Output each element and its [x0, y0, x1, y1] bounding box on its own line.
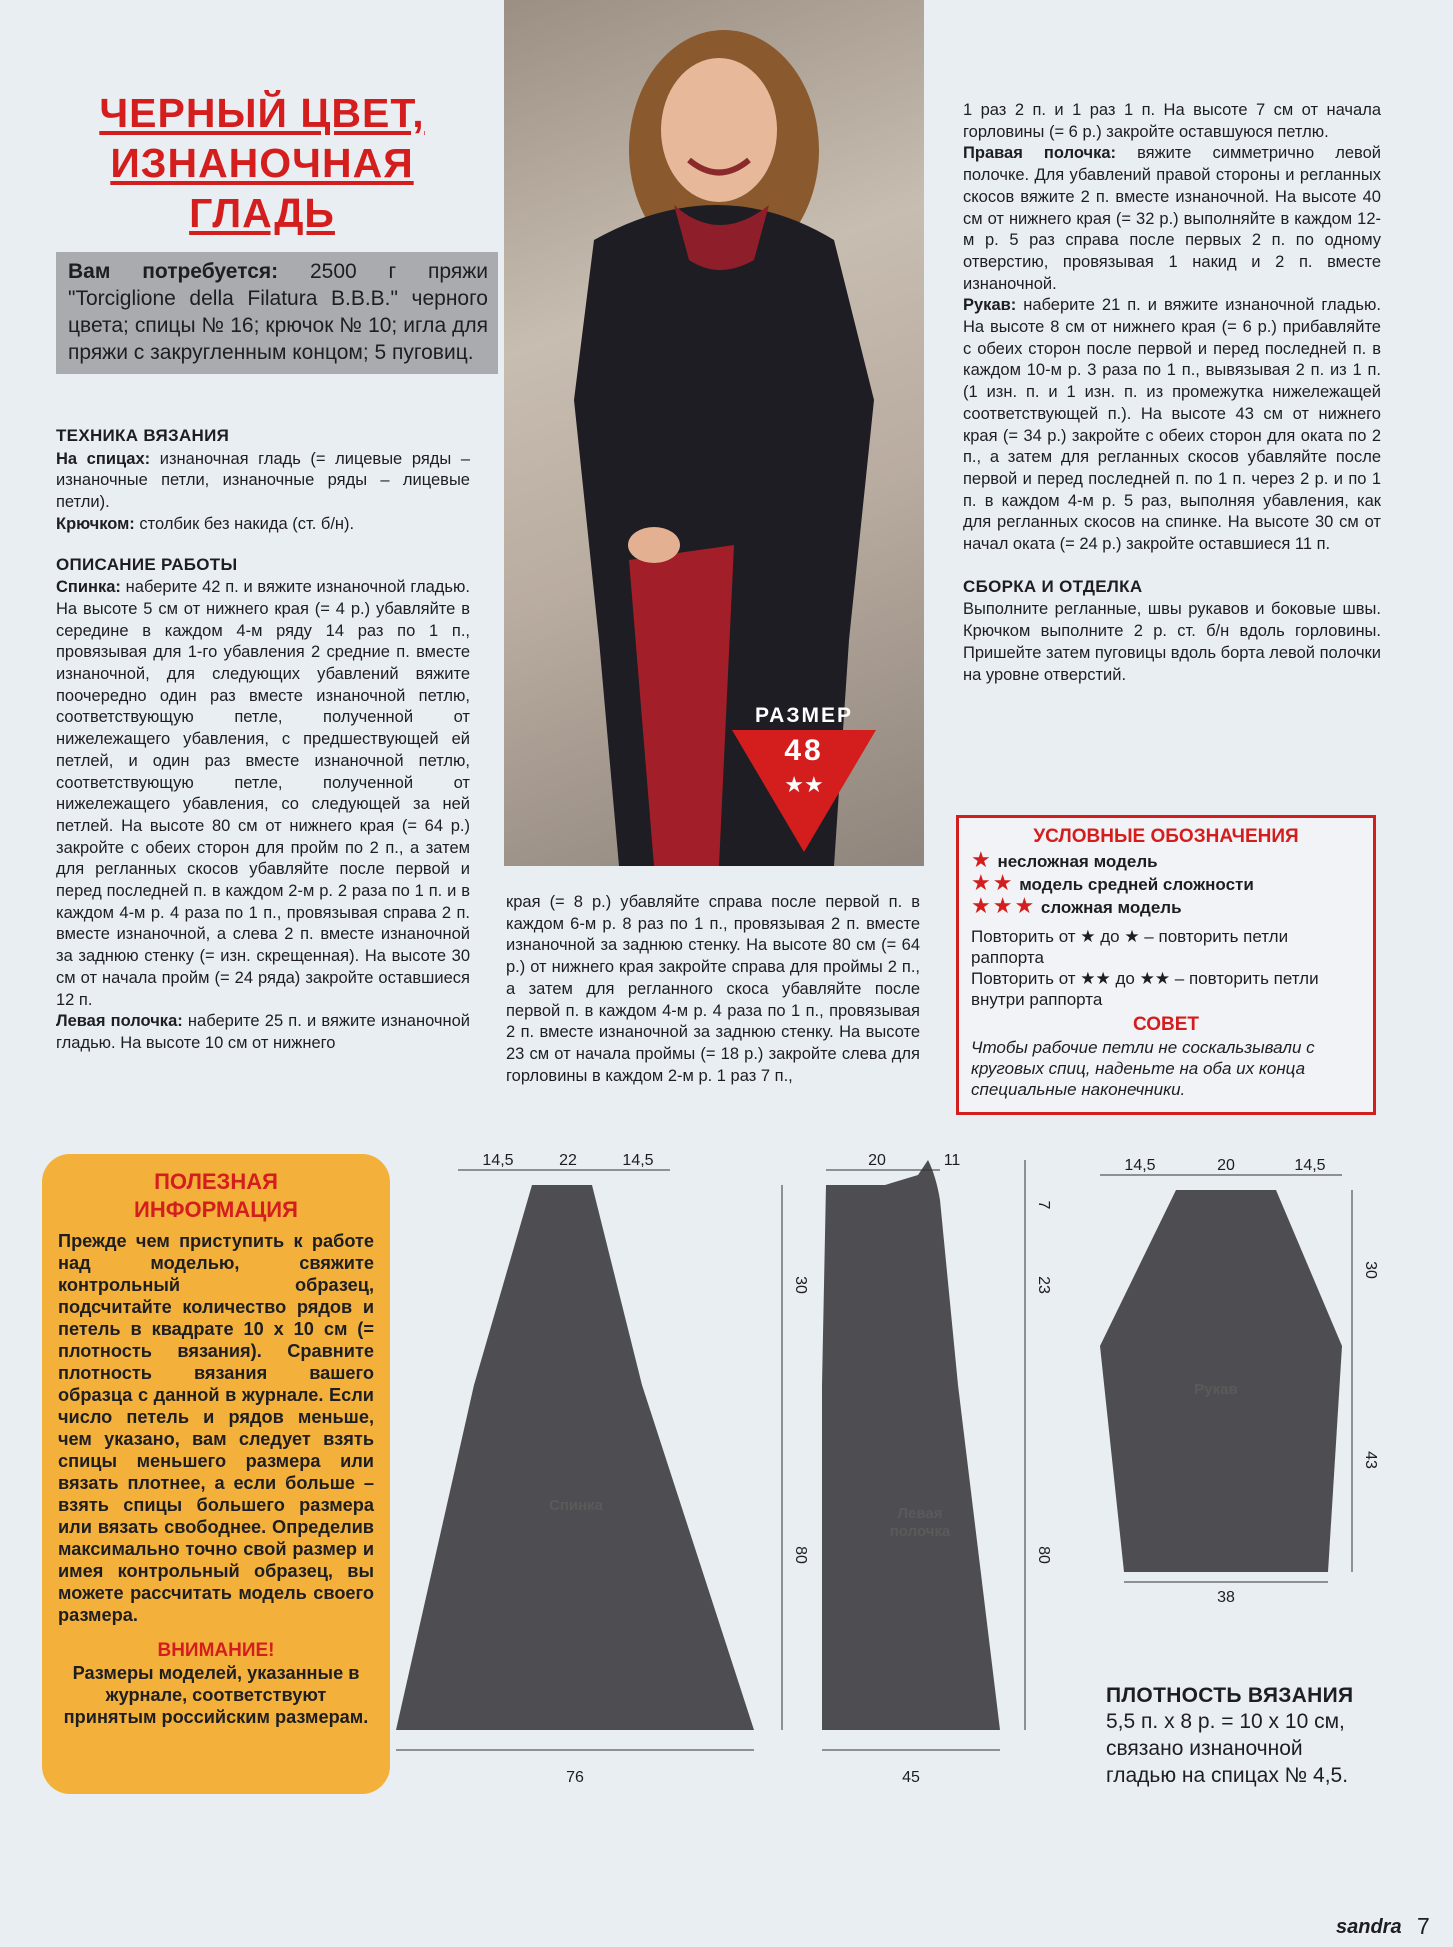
left-front-instructions: [56, 1011, 470, 1054]
back-text: наберите 42 п. и вяжите изнаночной гладью. На высоте 5 см от нижнего края (= 4 р.) убавляйте в середине в каждом 4-м ряду 14 раз по 1 п., провязывая для 1-го убавления 2 средние п. вместе изнаночной, для следующих убавлений вяжите поочередно один раз вместе изнаночной петлю, соответствующую петле, полученной от нижележащего убавления, с предшествующей ей петлей, и один раз вместе изнаночной петлю, соответствующую петле, полученной от нижележащего убавления, со следующей за ней петлей. На высоте 80 см от нижнего края (= 64 р.) закройте с обеих сторон для пройм по 2 п., а затем для регланных скосов убавляйте после первой и перед последней п. в каждом 2-м р. 2 раза по 1 п. и в каждом 4-м р. 4 раза по 1 п., провязывая справа 2 п. вместе изнаночной, а слева 2 п. вместе изнаночной за заднюю стенку (= изн. скрещенная). На высоте 30 см от начала пройм (= 24 ряда) закройте оставшиеся 12 п.: [56, 578, 470, 1009]
front-side-neck-dim: 7: [1035, 1200, 1052, 1210]
front-bottom-dim: 45: [902, 1769, 920, 1786]
title-line-2: ИЗНАНОЧНАЯ: [110, 140, 414, 186]
back-label: Спинка:: [56, 578, 121, 597]
model-photo: [504, 0, 924, 866]
back-top-mid-dim: 22: [559, 1152, 577, 1169]
gauge-line-1: 5,5 п. х 8 р. = 10 х 10 см,: [1106, 1710, 1345, 1733]
front-label-1: Левая: [897, 1505, 943, 1522]
legend-repeat-2: Повторить от ★★ до ★★ – повторить петли внутри раппорта: [971, 969, 1319, 1009]
info-title-2: ИНФОРМАЦИЯ: [134, 1197, 298, 1222]
legend-item-easy: [971, 849, 1361, 872]
tip-text: Чтобы рабочие петли не соскальзывали с круговых спиц, наденьте на оба их конца специальные наконечники.: [971, 1038, 1315, 1099]
star-icon: ★: [971, 847, 993, 872]
sleeve-label: Рукав:: [963, 296, 1017, 315]
size-badge-label: РАЗМЕР: [755, 704, 853, 727]
technique-knit-text: изнаночная гладь (= лицевые ряды – изнаночные петли, изнаночные ряды – лицевые петли).: [56, 449, 470, 512]
info-body: Прежде чем приступить к работе над моделью, свяжите контрольный образец, подсчитайте количество рядов и петель в квадрате 10 х 10 см (= плотность вязания). Сравните плотность вязания вашего образца с данной в журнале. Если число петель и рядов меньше, чем указано, вам следует взять спицы меньшего размера или вязать плотнее, а если больше – взять спицы большего размера или вязать свободнее. Определив максимально точно свой размер и имея контрольный образец, вы можете рассчитать модель своего размера.: [58, 1231, 374, 1625]
back-label: Спинка: [548, 1497, 604, 1514]
title-line-1: ЧЕРНЫЙ ЦВЕТ,: [99, 90, 425, 136]
right-front-instructions: [963, 143, 1381, 295]
back-schematic: [396, 1152, 809, 1786]
left-front-continued: края (= 8 р.) убавляйте справа после первой п. в каждом 6-м р. 8 раз по 1 п., провязывая 2 п. вместе изнаночной за заднюю стенку. На высоте 80 см (= 64 р.) от нижнего края закройте справа для проймы 2 п., а затем для регланного скоса убавляйте после первой п. в каждом 4-м р. 4 раза по 1 п., провязывая 2 п. вместе изнаночной за заднюю стенку. На высоте 23 см от начала проймы (= 18 р.) закройте слева для горловины в каждом 2-м р. 1 раз 7 п.,: [506, 893, 920, 1085]
sleeve-top-left-dim: 14,5: [1124, 1157, 1156, 1174]
size-badge-number: 48: [784, 734, 824, 767]
sleeve-side-upper-dim: 30: [1362, 1261, 1379, 1279]
materials-box: [56, 252, 498, 374]
back-side-upper-dim: 30: [792, 1276, 809, 1294]
legend-title: УСЛОВНЫЕ ОБОЗНАЧЕНИЯ: [1033, 826, 1299, 847]
back-instructions: [56, 577, 470, 1011]
column-3: [963, 100, 1381, 686]
technique-hook-label: Крючком:: [56, 514, 135, 533]
left-front-label: Левая полочка:: [56, 1012, 183, 1031]
sleeve-top-mid-dim: 20: [1217, 1157, 1235, 1174]
technique-hook-text: столбик без накида (ст. б/н).: [134, 514, 355, 533]
materials-label: Вам потребуется:: [68, 260, 279, 283]
left-front-text: наберите 25 п. и вяжите изнаночной гладью. На высоте 10 см от нижнего: [56, 1012, 470, 1052]
useful-info-box: [42, 1154, 390, 1794]
gauge-block: [1106, 1684, 1436, 1789]
legend-item-medium: [971, 872, 1361, 895]
gauge-line-3: гладью на спицах № 4,5.: [1106, 1764, 1349, 1787]
warning-text: Размеры моделей, указанные в журнале, соответствуют принятым российским размерам.: [63, 1663, 369, 1727]
star-icon: ★★★: [971, 893, 1037, 918]
legend-repeat-1: Повторить от ★ до ★ – повторить петли раппорта: [971, 927, 1289, 967]
neckline-continued: 1 раз 2 п. и 1 раз 1 п. На высоте 7 см от начала горловины (= 6 р.) закройте оставшуюся петлю.: [963, 101, 1381, 141]
back-side-lower-dim: 80: [792, 1546, 809, 1564]
assembly-text: Выполните регланные, швы рукавов и боковые швы. Крючком выполните 2 р. ст. б/н вдоль горловины. Пришейте затем пуговицы вдоль борта левой полочки на уровне отверстий.: [963, 600, 1381, 684]
technique-knit-label: На спицах:: [56, 449, 151, 468]
sleeve-schematic: [1100, 1157, 1379, 1606]
size-badge-stars: ★★: [784, 773, 824, 798]
title-line-3: ГЛАДЬ: [189, 190, 335, 236]
magazine-brand: sandra: [1336, 1916, 1402, 1938]
front-top-right-dim: 11: [943, 1152, 961, 1169]
legend-item-hard: [971, 895, 1361, 918]
technique-heading: ТЕХНИКА ВЯЗАНИЯ: [56, 426, 230, 445]
materials-text: 2500 г пряжи "Torciglione della Filatura B.B.B." черного цвета; спицы № 16; крючок № 10; игла для пряжи с закругленным концом; 5 пуговиц.: [68, 260, 488, 364]
page-title: [62, 88, 462, 238]
gauge-line-2: связано изнаночной: [1106, 1737, 1303, 1760]
legend-box: [956, 815, 1376, 1115]
back-top-right-dim: 14,5: [622, 1152, 654, 1169]
right-front-text: вяжите симметрично левой полочке. Для убавлений правой стороны и регланных скосов вяжите 2 п. вместе изнаночной. На высоте 40 см от нижнего края (= 32 р.) выполняйте в каждом 12-м р. 5 раз справа после первых 2 п. по одному отверстию, провязывая 1 накид и 2 п. вместе изнаночной.: [963, 144, 1381, 293]
right-front-label: Правая полочка:: [963, 144, 1117, 163]
gauge-title: ПЛОТНОСТЬ ВЯЗАНИЯ: [1106, 1684, 1354, 1707]
front-side-armhole-dim: 23: [1035, 1276, 1052, 1294]
legend-item-label: несложная модель: [997, 852, 1158, 871]
legend-item-label: модель средней сложности: [1019, 875, 1254, 894]
sleeve-top-right-dim: 14,5: [1294, 1157, 1326, 1174]
column-1: [56, 425, 470, 1055]
technique-hook: [56, 514, 470, 536]
back-shape: [396, 1185, 754, 1730]
back-top-left-dim: 14,5: [482, 1152, 514, 1169]
left-front-schematic: [822, 1152, 1052, 1786]
info-title-1: ПОЛЕЗНАЯ: [154, 1169, 278, 1194]
assembly-heading: СБОРКА И ОТДЕЛКА: [963, 576, 1143, 596]
front-side-lower-dim: 80: [1035, 1546, 1052, 1564]
warning-title: ВНИМАНИЕ!: [157, 1640, 275, 1661]
tip-title: СОВЕТ: [1132, 1014, 1200, 1035]
sleeve-bottom-dim: 38: [1217, 1589, 1235, 1606]
front-label-2: полочка: [889, 1523, 951, 1540]
column-2: [506, 892, 920, 1087]
front-top-left-dim: 20: [868, 1152, 886, 1169]
sleeve-label: Рукав: [1194, 1381, 1238, 1398]
description-heading: ОПИСАНИЕ РАБОТЫ: [56, 554, 238, 574]
back-bottom-dim: 76: [566, 1769, 584, 1786]
sleeve-text: наберите 21 п. и вяжите изнаночной гладью. На высоте 8 см от нижнего края (= 6 р.) прибавляйте с обеих сторон после первой и перед последней п. в каждом 10-м р. 3 раза по 1 п., вывязывая 2 п. из 1 п. (1 изн. п. и 1 изн. п. из промежутка нижележащей соответствующей п.). На высоте 43 см от нижнего края (= 34 р.) закройте с обеих сторон для оката по 2 п., а затем для регланных скосов убавляйте после первой и перед последней п. по 1 п. через 2 р. и по 1 п. в каждом 4-м р. 5 раз, выполняя убавления, как для регланных скосов на спинке. На высоте 30 см от начал оката (= 24 р.) закройте оставшиеся 11 п.: [963, 296, 1381, 554]
left-front-shape: [822, 1160, 1000, 1730]
technique-knit: [56, 449, 470, 514]
star-icon: ★★: [971, 870, 1015, 895]
sleeve-instructions: [963, 295, 1381, 555]
sleeve-side-lower-dim: 43: [1362, 1451, 1379, 1469]
legend-item-label: сложная модель: [1040, 898, 1182, 917]
page-number: 7: [1417, 1913, 1430, 1939]
model-photo-art: [504, 0, 924, 866]
